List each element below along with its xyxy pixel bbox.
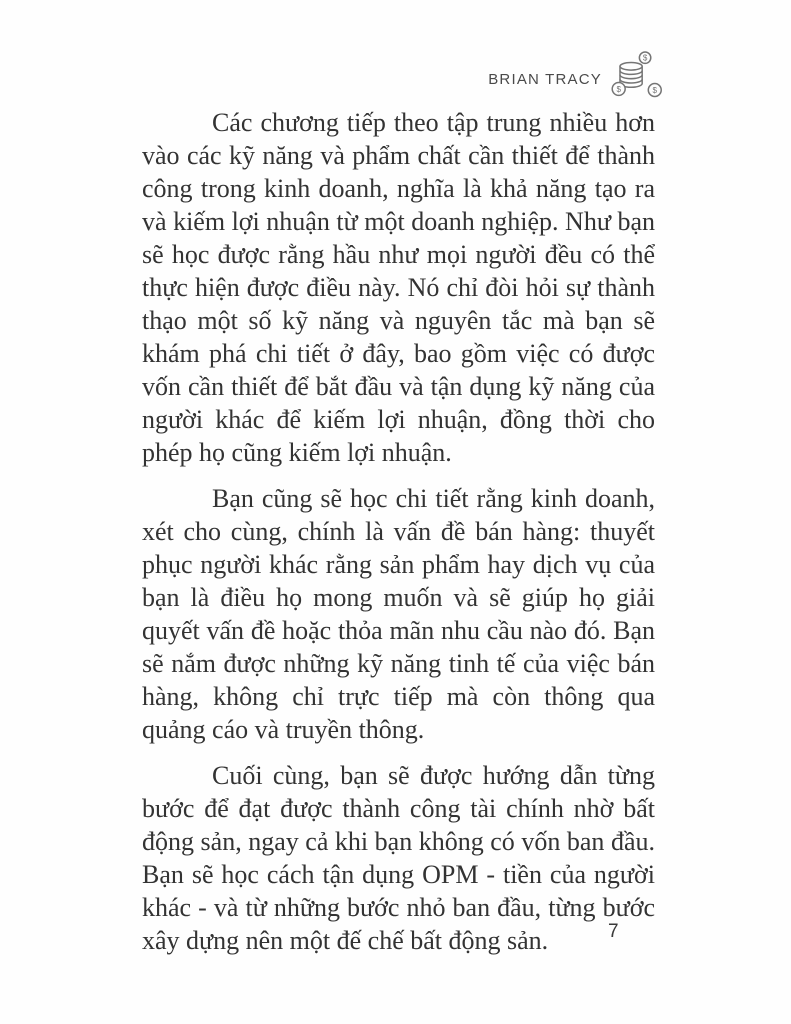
svg-text:$: $ [652,86,658,96]
page-header [488,50,665,102]
author-name: BRIAN TRACY [488,71,602,88]
paragraph-1: Các chương tiếp theo tập trung nhiều hơn vào các kỹ năng và phẩm chất cần thiết để thành công trong kinh doanh, nghĩa là khả năng tạo ra và kiếm lợi nhuận từ một doanh nghiệp. Như bạn sẽ học được rằng hầu như mọi người đều có thể thực hiện được điều này. Nó chỉ đòi hỏi sự thành thạo một số kỹ năng và nguyên tắc mà bạn sẽ khám phá chi tiết ở đây, bao gồm việc có được vốn cần thiết để bắt đầu và tận dụng kỹ năng của người khác để kiếm lợi nhuận, đồng thời cho phép họ cũng kiếm lợi nhuận. [142,108,655,467]
paragraph-3: Cuối cùng, bạn sẽ được hướng dẫn từng bước để đạt được thành công tài chính nhờ bất động sản, ngay cả khi bạn không có vốn ban đầu. Bạn sẽ học cách tận dụng OPM - tiền của người khác - và từ những bước nhỏ ban đầu, từng bước xây dựng nên một đế chế bất động sản. [142,761,655,955]
svg-text:$: $ [642,53,648,63]
body-text [142,106,655,957]
paragraph-2: Bạn cũng sẽ học chi tiết rằng kinh doanh, xét cho cùng, chính là vấn đề bán hàng: thuyết phục người khác rằng sản phẩm hay dịch vụ của bạn là điều họ mong muốn và sẽ giúp họ giải quyết vấn đề hoặc thỏa mãn nhu cầu nào đó. Bạn sẽ nắm được những kỹ năng tinh tế của việc bán hàng, không chỉ trực tiếp mà còn thông qua quảng cáo và truyền thông. [142,484,655,744]
svg-text:$: $ [616,84,621,94]
page-number: 7 [608,921,619,942]
coins-icon [609,50,665,102]
